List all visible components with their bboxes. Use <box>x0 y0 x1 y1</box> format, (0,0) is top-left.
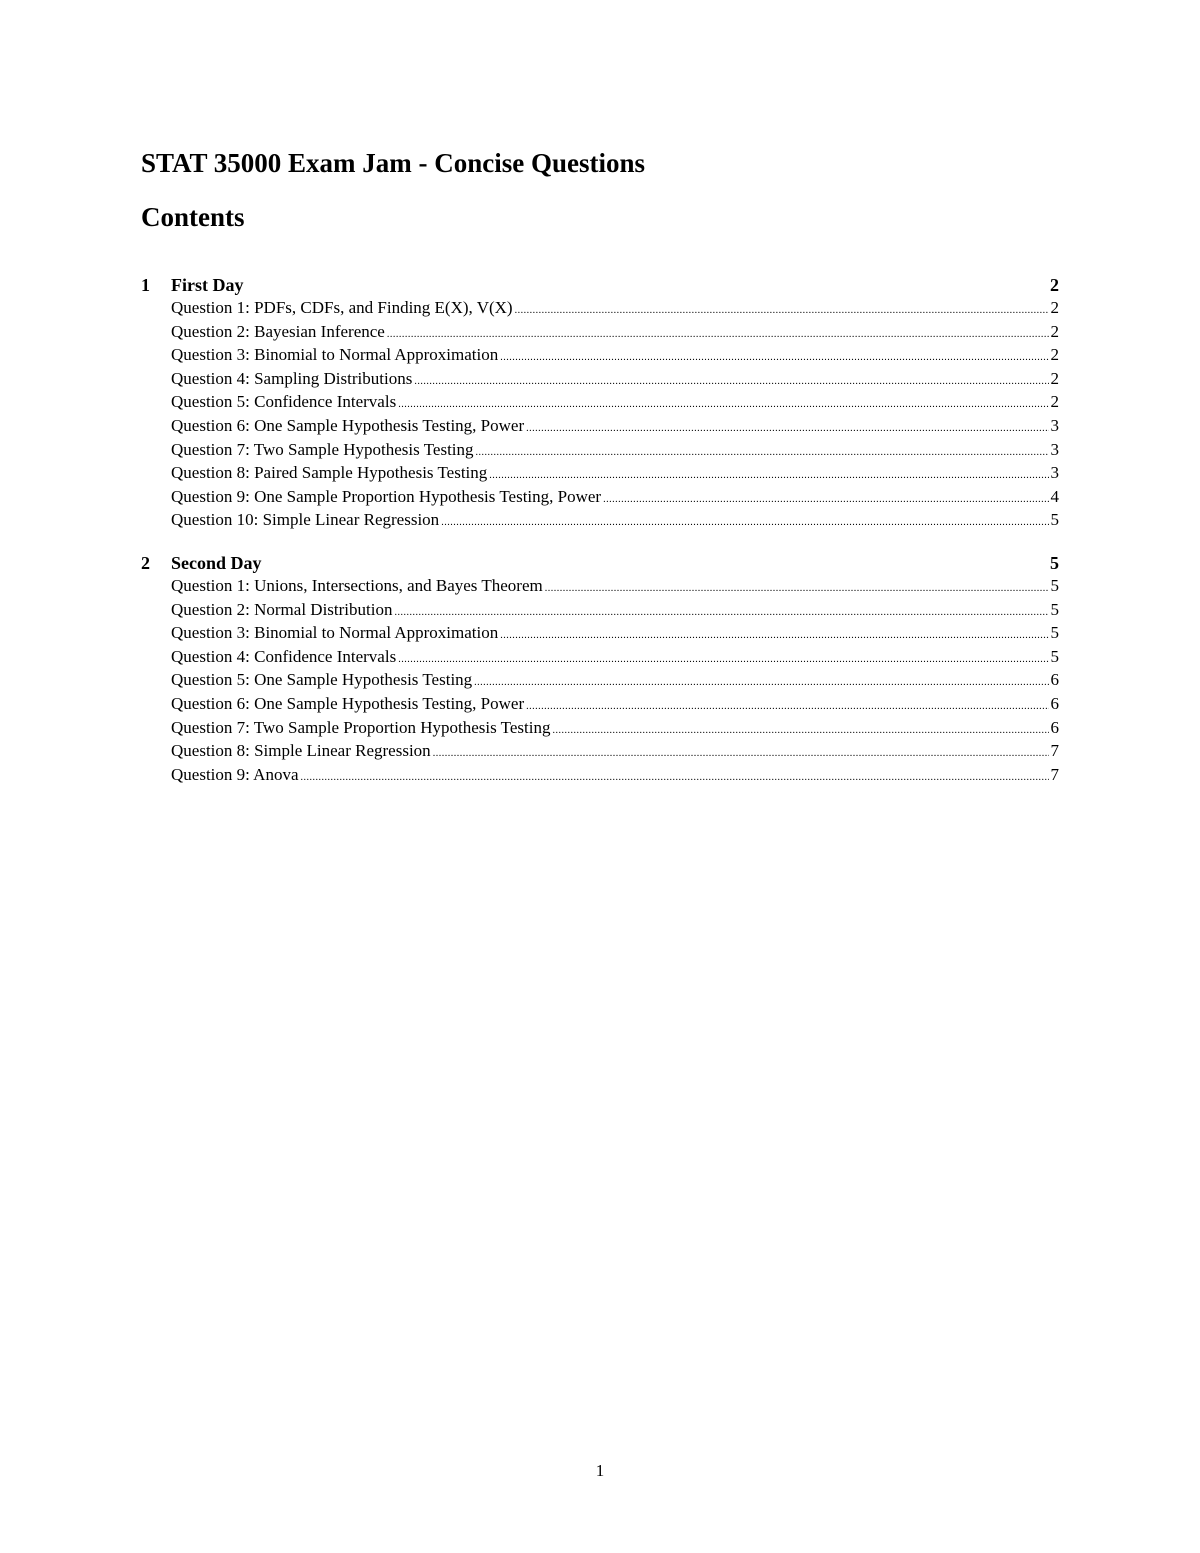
toc-entry[interactable] <box>171 598 1059 622</box>
toc-entry[interactable] <box>171 367 1059 391</box>
contents-heading: Contents <box>141 202 245 232</box>
toc-entry-label: Question 8: Simple Linear Regression <box>171 741 431 761</box>
dot-leader <box>603 488 1048 512</box>
toc-entry-page: 2 <box>1050 345 1059 365</box>
section-number: 1 <box>141 275 150 295</box>
section-title: First Day <box>171 275 244 295</box>
toc-entry[interactable] <box>171 320 1059 344</box>
toc-entry[interactable] <box>171 461 1059 485</box>
toc-entry-page: 4 <box>1050 486 1059 506</box>
toc-entry-page: 5 <box>1050 510 1059 530</box>
dot-leader <box>526 695 1048 719</box>
dot-leader <box>526 417 1048 441</box>
toc-entry-page: 6 <box>1050 717 1059 737</box>
toc-entry-label: Question 2: Normal Distribution <box>171 599 393 619</box>
toc-section-header[interactable] <box>141 274 1059 296</box>
toc-entry[interactable] <box>171 716 1059 740</box>
toc-entry-page: 2 <box>1050 368 1059 388</box>
toc-entry[interactable] <box>171 414 1059 438</box>
section-number: 2 <box>141 553 150 573</box>
toc-entry-page: 2 <box>1050 392 1059 412</box>
dot-leader <box>500 346 1048 370</box>
toc-entry-label: Question 3: Binomial to Normal Approximation <box>171 345 499 365</box>
toc-entry[interactable] <box>171 485 1059 509</box>
toc-entry-label: Question 7: Two Sample Hypothesis Testing <box>171 439 474 459</box>
toc-entry[interactable] <box>171 343 1059 367</box>
toc-entry-label: Question 9: Anova <box>171 764 299 784</box>
toc-entry-page: 3 <box>1050 439 1059 459</box>
dot-leader <box>398 648 1048 672</box>
toc-entry-label: Question 9: One Sample Proportion Hypothesis Testing, Power <box>171 486 602 506</box>
toc-entry[interactable] <box>171 390 1059 414</box>
dot-leader <box>476 441 1049 465</box>
toc-entry-label: Question 6: One Sample Hypothesis Testing, Power <box>171 693 525 713</box>
toc-entry-page: 5 <box>1050 623 1059 643</box>
toc-entry[interactable] <box>171 574 1059 598</box>
toc-entry[interactable] <box>171 739 1059 763</box>
dot-leader <box>553 719 1049 743</box>
toc-entry-page: 2 <box>1050 321 1059 341</box>
toc-entry-page: 6 <box>1050 670 1059 690</box>
toc-entry-page: 6 <box>1050 693 1059 713</box>
toc-section-header[interactable] <box>141 552 1059 574</box>
dot-leader <box>414 370 1048 394</box>
toc-entry-page: 7 <box>1050 741 1059 761</box>
toc-section-second-day <box>141 552 1059 786</box>
toc-entry-label: Question 6: One Sample Hypothesis Testing, Power <box>171 415 525 435</box>
toc-entry-label: Question 2: Bayesian Inference <box>171 321 385 341</box>
toc-entry[interactable] <box>171 668 1059 692</box>
section-page-number: 2 <box>1050 275 1059 295</box>
section-page-number: 5 <box>1050 553 1059 573</box>
toc-entry[interactable] <box>171 692 1059 716</box>
toc-entry-label: Question 4: Confidence Intervals <box>171 646 397 666</box>
toc-entry-page: 2 <box>1050 298 1059 317</box>
toc-entry-page: 3 <box>1050 463 1059 483</box>
toc-entry[interactable] <box>171 763 1059 787</box>
toc-entry-label: Question 8: Paired Sample Hypothesis Testing <box>171 463 488 483</box>
toc-entry[interactable] <box>171 621 1059 645</box>
dot-leader <box>441 511 1048 535</box>
page-number: 1 <box>595 1461 605 1480</box>
toc-entry-label: Question 5: Confidence Intervals <box>171 392 397 412</box>
dot-leader <box>500 624 1048 648</box>
toc-section-first-day <box>141 274 1059 532</box>
toc-entry-label: Question 5: One Sample Hypothesis Testing <box>171 670 473 690</box>
toc-entry-label: Question 1: PDFs, CDFs, and Finding E(X), V(X) <box>171 298 513 317</box>
toc-entry-label: Question 1: Unions, Intersections, and Bayes Theorem <box>171 576 543 595</box>
dot-leader <box>433 742 1049 766</box>
toc-entry-list <box>171 296 1059 532</box>
toc-entry-label: Question 3: Binomial to Normal Approximation <box>171 623 499 643</box>
toc-entry-page: 5 <box>1050 646 1059 666</box>
toc-entry-label: Question 7: Two Sample Proportion Hypothesis Testing <box>171 717 551 737</box>
section-title: Second Day <box>171 553 262 573</box>
toc-entry-label: Question 4: Sampling Distributions <box>171 368 413 388</box>
toc-entry[interactable] <box>171 438 1059 462</box>
dot-leader <box>301 766 1049 790</box>
toc-entry-label: Question 10: Simple Linear Regression <box>171 510 440 530</box>
toc-entry-page: 5 <box>1050 576 1059 595</box>
toc-entry[interactable] <box>171 508 1059 532</box>
dot-leader <box>474 671 1048 695</box>
document-title: STAT 35000 Exam Jam - Concise Questions <box>141 148 646 178</box>
toc-entry[interactable] <box>171 645 1059 669</box>
toc-entry-page: 5 <box>1050 599 1059 619</box>
toc-entry-page: 3 <box>1050 415 1059 435</box>
dot-leader <box>545 577 1049 601</box>
toc-entry[interactable] <box>171 296 1059 320</box>
toc-entry-list <box>171 574 1059 786</box>
toc-entry-page: 7 <box>1050 764 1059 784</box>
dot-leader <box>515 299 1049 323</box>
